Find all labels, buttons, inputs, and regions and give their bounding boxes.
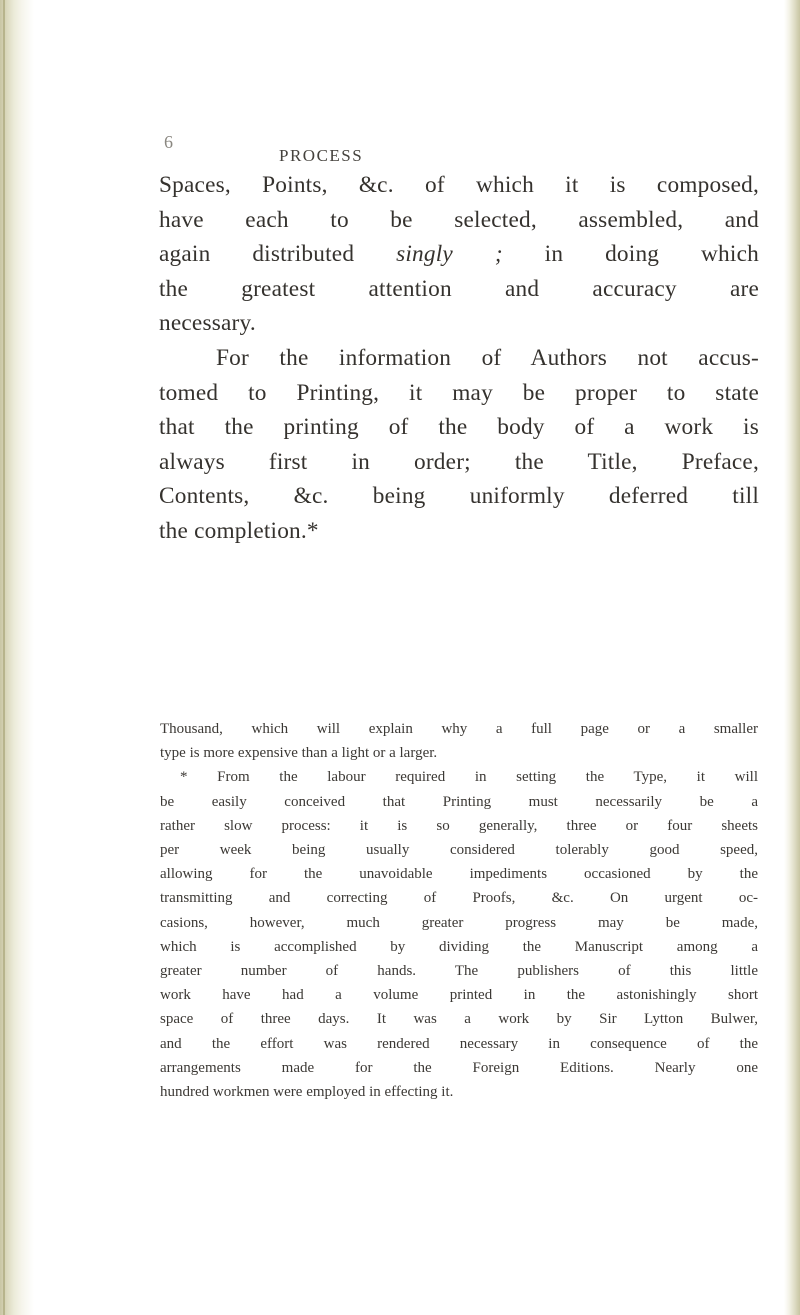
text-line: the greatest attention and accuracy are [159,275,759,302]
footnote-line: arrangements made for the Foreign Editions. Nearly one [160,1059,758,1076]
text-line: the completion.* [159,517,319,544]
text-line: necessary. [159,310,256,337]
footnote-line: hundred workmen were employed in effecting it. [160,1084,454,1101]
text-line: always first in order; the Title, Preface, [159,448,759,475]
footnote-line: which is accomplished by dividing the Manuscript among a [160,938,758,955]
footnote-line: transmitting and correcting of Proofs, &c. On urgent oc- [160,890,758,907]
binding-edge [3,0,5,1315]
footnotes [160,717,758,1104]
text-line: that the printing of the body of a work is [159,414,759,441]
footnote-line: space of three days. It was a work by Sir Lytton Bulwer, [160,1011,758,1028]
page-number: 6 [164,132,173,152]
main-text [159,168,759,549]
footnote-star [160,765,758,1104]
text-line: Contents, &c. being uniformly deferred till [159,483,759,510]
text-fragment: in doing which [502,241,759,268]
paragraph-1 [159,168,759,341]
footnote-line: be easily conceived that Printing must necessarily be a [160,793,758,810]
footnote-line: casions, however, much greater progress may be made, [160,914,758,931]
text-line [159,237,759,272]
page-gutter-left [0,0,34,1315]
footnote-line: greater number of hands. The publishers of this little [160,963,758,980]
page-edge-right [784,0,800,1315]
footnote-line: work have had a volume printed in the astonishingly short [160,987,758,1004]
running-head: PROCESS [279,146,364,165]
footnote-line: rather slow process: it is so generally, three or four sheets [160,817,758,834]
text-line: Spaces, Points, &c. of which it is composed, [159,172,759,198]
text-line: tomed to Printing, it may be proper to state [159,379,759,406]
paragraph-2 [159,341,759,549]
footnote-line: and the effort was rendered necessary in consequence of the [160,1035,758,1052]
italic-word: singly ; [396,241,503,268]
footnote-continued [160,717,758,765]
footnote-line: Thousand, which will explain why a full page or a smaller [160,721,758,737]
footnote-line: * From the labour required in setting the Type, it will [180,769,758,786]
text-line: have each to be selected, assembled, and [159,206,759,233]
text-line: For the information of Authors not accus- [216,344,759,371]
footnote-line: per week being usually considered tolerably good speed, [160,842,758,859]
footnote-line: allowing for the unavoidable impediments occasioned by the [160,866,758,883]
text-fragment: again distributed [159,241,397,268]
footnote-line: type is more expensive than a light or a larger. [160,745,438,762]
